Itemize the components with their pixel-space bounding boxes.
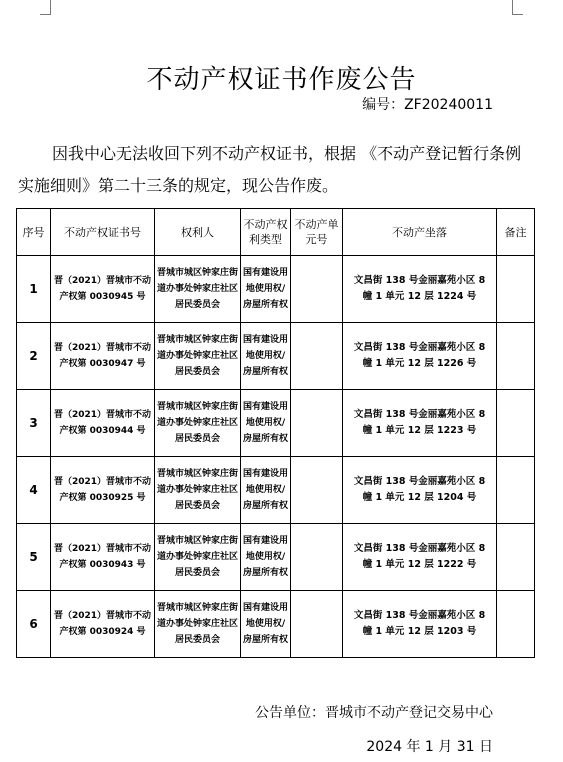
cell-owner: 晋城市城区钟家庄街道办事处钟家庄社区居民委员会: [155, 457, 241, 524]
cell-serial: 6: [17, 591, 51, 658]
header-location: 不动产坐落: [343, 209, 497, 256]
header-unit-no: 不动产单元号: [291, 209, 343, 256]
header-right-type: 不动产权利类型: [241, 209, 291, 256]
table-row: [17, 524, 535, 591]
cell-location: 文昌街 138 号金丽嘉苑小区 8 幢 1 单元 12 层 1204 号: [343, 457, 497, 524]
announcement-text: 因我中心无法收回下列不动产权证书，根据 《不动产登记暂行条例实施细则》第二十三条的规定，现公告作废。: [18, 144, 522, 195]
cell-remarks: [497, 457, 535, 524]
cell-owner: 晋城市城区钟家庄街道办事处钟家庄社区居民委员会: [155, 591, 241, 658]
cell-unit-no: [291, 457, 343, 524]
page-corner-mark-left: [40, 0, 51, 15]
issuing-unit: 公告单位：晋城市不动产登记交易中心: [255, 705, 493, 721]
header-serial: 序号: [17, 209, 51, 256]
cell-unit-no: [291, 323, 343, 390]
cell-certificate-no: 晋（2021）晋城市不动产权第 0030944 号: [51, 390, 155, 457]
table-row: [17, 457, 535, 524]
cell-right-type: 国有建设用地使用权/房屋所有权: [241, 390, 291, 457]
table-row: [17, 390, 535, 457]
void-certificates-table: [16, 208, 535, 658]
table-row: [17, 256, 535, 323]
header-certificate-no: 不动产权证书号: [51, 209, 155, 256]
cell-remarks: [497, 323, 535, 390]
page-corner-mark-right: [512, 0, 523, 15]
cell-remarks: [497, 256, 535, 323]
cell-owner: 晋城市城区钟家庄街道办事处钟家庄社区居民委员会: [155, 524, 241, 591]
cell-serial: 2: [17, 323, 51, 390]
cell-right-type: 国有建设用地使用权/房屋所有权: [241, 457, 291, 524]
cell-unit-no: [291, 390, 343, 457]
cell-location: 文昌街 138 号金丽嘉苑小区 8 幢 1 单元 12 层 1222 号: [343, 524, 497, 591]
document-number: 编号：ZF20240011: [362, 97, 493, 113]
cell-serial: 3: [17, 390, 51, 457]
cell-right-type: 国有建设用地使用权/房屋所有权: [241, 524, 291, 591]
header-owner: 权利人: [155, 209, 241, 256]
cell-serial: 5: [17, 524, 51, 591]
cell-remarks: [497, 591, 535, 658]
page-title: 不动产权证书作废公告: [146, 65, 417, 96]
cell-right-type: 国有建设用地使用权/房屋所有权: [241, 256, 291, 323]
cell-unit-no: [291, 591, 343, 658]
table-row: [17, 323, 535, 390]
cell-right-type: 国有建设用地使用权/房屋所有权: [241, 591, 291, 658]
table-header-row: [17, 209, 535, 256]
cell-owner: 晋城市城区钟家庄街道办事处钟家庄社区居民委员会: [155, 323, 241, 390]
cell-serial: 1: [17, 256, 51, 323]
cell-certificate-no: 晋（2021）晋城市不动产权第 0030924 号: [51, 591, 155, 658]
cell-certificate-no: 晋（2021）晋城市不动产权第 0030925 号: [51, 457, 155, 524]
cell-serial: 4: [17, 457, 51, 524]
header-remarks: 备注: [497, 209, 535, 256]
cell-location: 文昌街 138 号金丽嘉苑小区 8 幢 1 单元 12 层 1224 号: [343, 256, 497, 323]
cell-certificate-no: 晋（2021）晋城市不动产权第 0030947 号: [51, 323, 155, 390]
cell-unit-no: [291, 524, 343, 591]
cell-remarks: [497, 524, 535, 591]
announcement-paragraph: [18, 138, 523, 202]
cell-owner: 晋城市城区钟家庄街道办事处钟家庄社区居民委员会: [155, 390, 241, 457]
cell-location: 文昌街 138 号金丽嘉苑小区 8 幢 1 单元 12 层 1203 号: [343, 591, 497, 658]
table-row: [17, 591, 535, 658]
cell-certificate-no: 晋（2021）晋城市不动产权第 0030945 号: [51, 256, 155, 323]
cell-right-type: 国有建设用地使用权/房屋所有权: [241, 323, 291, 390]
cell-unit-no: [291, 256, 343, 323]
announcement-date: 2024 年 1 月 31 日: [366, 739, 493, 755]
cell-location: 文昌街 138 号金丽嘉苑小区 8 幢 1 单元 12 层 1226 号: [343, 323, 497, 390]
cell-owner: 晋城市城区钟家庄街道办事处钟家庄社区居民委员会: [155, 256, 241, 323]
cell-certificate-no: 晋（2021）晋城市不动产权第 0030943 号: [51, 524, 155, 591]
cell-remarks: [497, 390, 535, 457]
cell-location: 文昌街 138 号金丽嘉苑小区 8 幢 1 单元 12 层 1223 号: [343, 390, 497, 457]
